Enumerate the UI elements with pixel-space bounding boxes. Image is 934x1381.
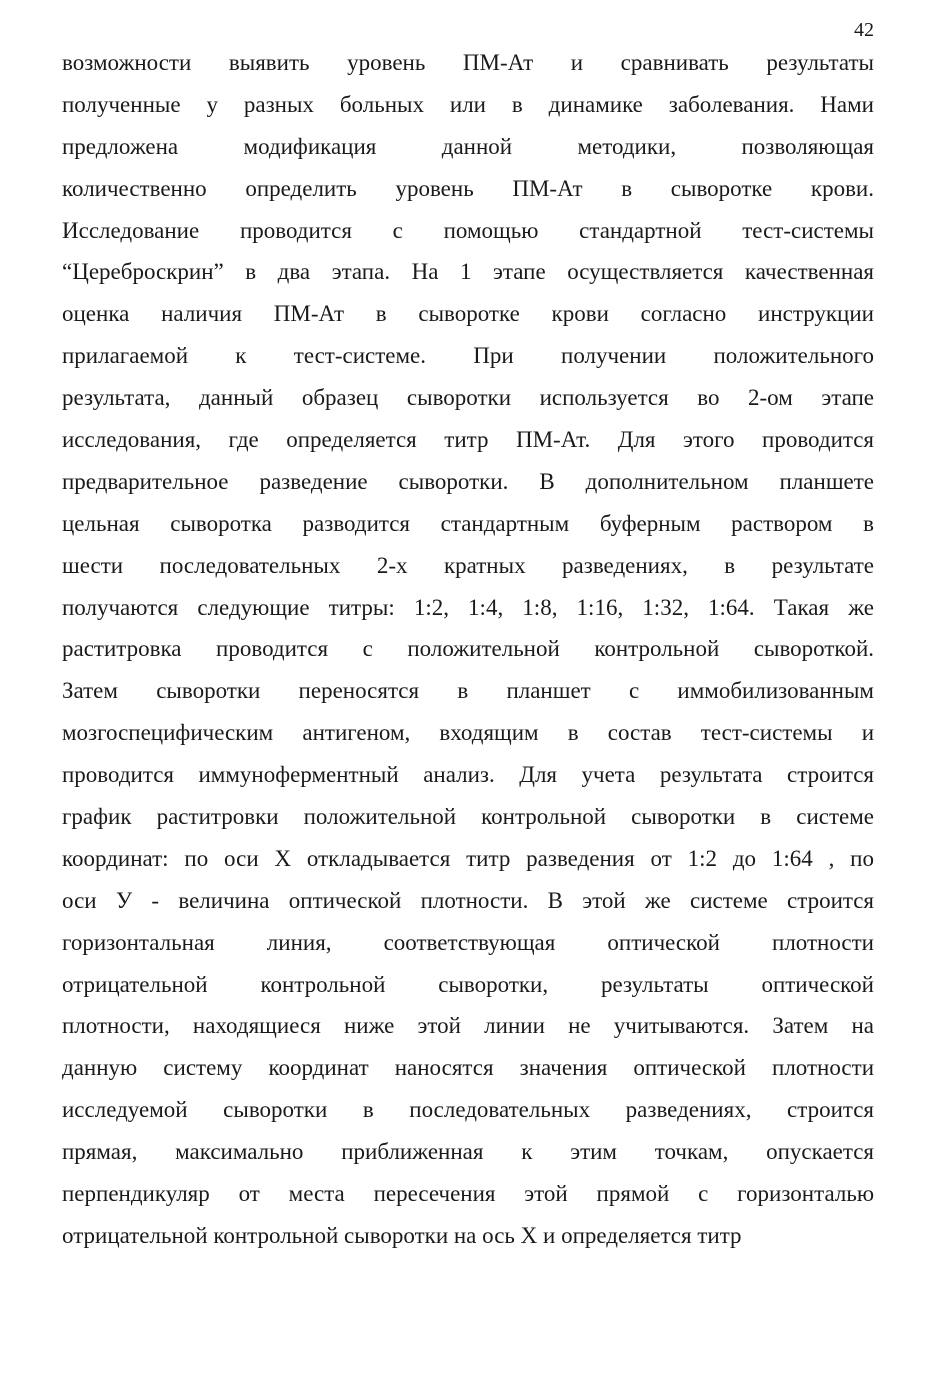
text-line: прилагаемой к тест-системе. При получении положительного [62, 343, 874, 369]
text-line: прямая, максимально приближенная к этим точкам, опускается [62, 1139, 874, 1165]
text-line: плотности, находящиеся ниже этой линии не учитываются. Затем на [62, 1013, 874, 1039]
text-line: проводится иммуноферментный анализ. Для учета результата строится [62, 762, 874, 788]
text-line: шести последовательных 2-х кратных разведениях, в результате [62, 552, 874, 578]
text-line: отрицательной контрольной сыворотки, результаты оптической [62, 971, 874, 997]
text-line: исследования, где определяется титр ПМ-Ат. Для этого проводится [62, 427, 874, 453]
text-line: количественно определить уровень ПМ-Ат в сыворотке крови. [62, 175, 874, 201]
text-line: перпендикуляр от места пересечения этой прямой с горизонталью [62, 1181, 874, 1207]
text-line: результата, данный образец сыворотки используется во 2-ом этапе [62, 385, 874, 411]
text-line: данную систему координат наносятся значения оптической плотности [62, 1055, 874, 1081]
text-line: отрицательной контрольной сыворотки на ось Х и определяется титр [62, 1222, 742, 1248]
page-number: 42 [854, 19, 874, 41]
text-line: предложена модификация данной методики, позволяющая [62, 133, 874, 159]
text-line: график раститровки положительной контрольной сыворотки в системе [62, 804, 874, 830]
text-line: полученные у разных больных или в динамике заболевания. Нами [62, 91, 874, 117]
body-text [62, 42, 874, 1257]
text-line: мозгоспецифическим антигеном, входящим в состав тест-системы и [62, 720, 874, 746]
text-line: оценка наличия ПМ-Ат в сыворотке крови согласно инструкции [62, 301, 874, 327]
text-line: предварительное разведение сыворотки. В дополнительном планшете [62, 468, 874, 494]
text-line: Затем сыворотки переносятся в планшет с иммобилизованным [62, 678, 874, 704]
text-line: горизонтальная линия, соответствующая оптической плотности [62, 929, 874, 955]
text-line: возможности выявить уровень ПМ-Ат и сравнивать результаты [62, 50, 874, 75]
text-line: исследуемой сыворотки в последовательных разведениях, строится [62, 1097, 874, 1123]
text-line: получаются следующие титры: 1:2, 1:4, 1:8, 1:16, 1:32, 1:64. Такая же [62, 594, 874, 620]
text-line: цельная сыворотка разводится стандартным буферным раствором в [62, 510, 874, 536]
text-line: координат: по оси Х откладывается титр разведения от 1:2 до 1:64 , по [62, 845, 874, 871]
text-line: раститровка проводится с положительной контрольной сывороткой. [62, 636, 874, 662]
text-line: Исследование проводится с помощью стандартной тест-системы [62, 217, 874, 243]
text-line: оси У - величина оптической плотности. В этой же системе строится [62, 887, 874, 913]
text-line: “Цереброскрин” в два этапа. На 1 этапе осуществляется качественная [62, 259, 874, 285]
